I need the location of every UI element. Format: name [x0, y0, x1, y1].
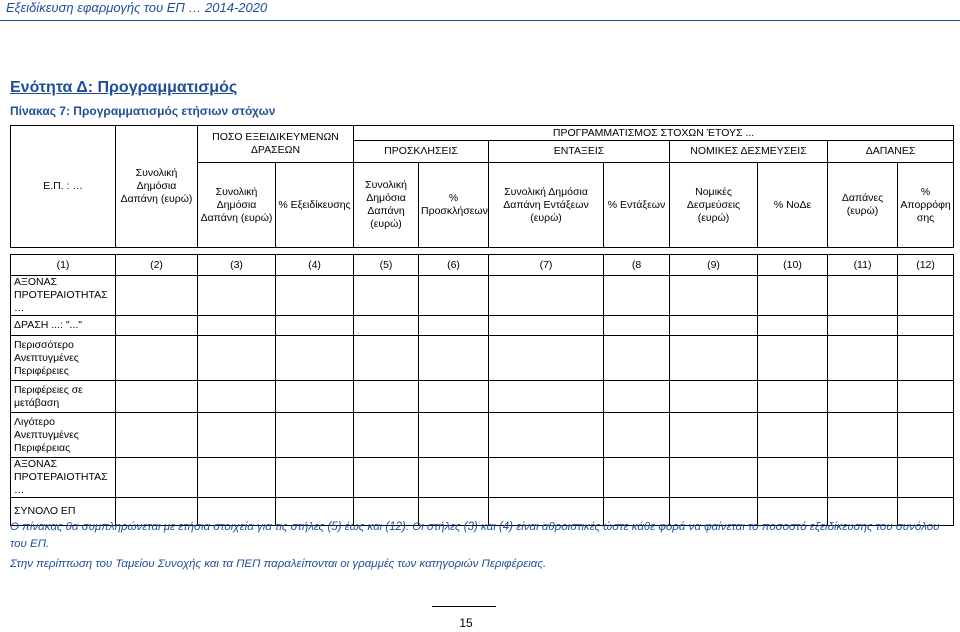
col-spec-total-header: Συνολική Δημόσια Δαπάνη (ευρώ)	[198, 163, 276, 248]
table-row	[11, 316, 954, 336]
col-number: (8	[604, 255, 670, 276]
sub-commitments-header: ΝΟΜΙΚΕΣ ΔΕΣΜΕΥΣΕΙΣ	[670, 141, 828, 163]
col-number: (12)	[898, 255, 954, 276]
table-note-1: Ο πίνακας θα συμπληρώνεται με ετήσια στοιχεία για τις στήλες (5) έως και (12). Οι στήλες (3) και (4) είναι αθροιστικές ώστε κάθε φορά να φαίνεται το ποσοστό εξειδίκευσης του συνόλου του ΕΠ.	[10, 521, 940, 550]
col-total-public-header: Συνολική Δημόσια Δαπάνη (ευρώ)	[116, 126, 198, 248]
col-number: (9)	[670, 255, 758, 276]
col-spec-pct-header: % Εξειδίκευσης	[276, 163, 354, 248]
section-title: Ενότητα Δ: Προγραμματισμός	[10, 79, 238, 96]
page-number: 15	[459, 616, 473, 630]
group-programming-header: ΠΡΟΓΡΑΜΜΑΤΙΣΜΟΣ ΣΤΟΧΩΝ ΈΤΟΥΣ ...	[354, 126, 954, 141]
col-number: (6)	[419, 255, 489, 276]
col-exp-header: Δαπάνες (ευρώ)	[828, 163, 898, 248]
group-specialized-header: ΠΟΣΟ ΕΞΕΙΔΙΚΕΥΜΕΝΩΝ ΔΡΑΣΕΩΝ	[198, 126, 354, 163]
table-title: Πίνακας 7: Προγραμματισμός ετήσιων στόχων	[10, 104, 276, 118]
col-number: (3)	[198, 255, 276, 276]
table-row	[11, 458, 954, 498]
row-label-action: ΔΡΑΣΗ ...: "..."	[11, 316, 116, 336]
table-row	[11, 276, 954, 316]
col-legal-pct-header: % ΝοΔε	[758, 163, 828, 248]
table-row	[11, 336, 954, 381]
col-exp-pct-header: % Απορρόφη σης	[898, 163, 954, 248]
sub-inclusions-header: ΕΝΤΑΞΕΙΣ	[489, 141, 670, 163]
col-incl-total-header: Συνολική Δημόσια Δαπάνη Εντάξεων (ευρώ)	[489, 163, 604, 248]
col-number: (2)	[116, 255, 198, 276]
col-number: (4)	[276, 255, 354, 276]
ep-label-cell: Ε.Π. : …	[11, 126, 116, 248]
row-label-total: ΣΥΝΟΛΟ ΕΠ	[11, 498, 116, 526]
targets-table	[10, 125, 954, 526]
row-label-transition: Περιφέρειες σε μετάβαση	[11, 381, 116, 413]
col-number: (7)	[489, 255, 604, 276]
col-number: (1)	[11, 255, 116, 276]
running-header: Εξειδίκευση εφαρμογής του ΕΠ … 2014-2020	[6, 0, 268, 15]
column-number-row	[11, 255, 954, 276]
table-row	[11, 413, 954, 458]
col-incl-pct-header: % Εντάξεων	[604, 163, 670, 248]
row-label-less-developed: Λιγότερο Ανεπτυγμένες Περιφέρειας	[11, 413, 116, 458]
col-calls-pct-header: % Προσκλήσεων	[419, 163, 489, 248]
row-label-axis2: ΑΞΟΝΑΣ ΠΡΟΤΕΡΑΙΟΤΗΤΑΣ …	[11, 458, 116, 498]
sub-calls-header: ΠΡΟΣΚΛΗΣΕΙΣ	[354, 141, 489, 163]
table-note-2: Στην περίπτωση του Ταμείου Συνοχής και τα ΠΕΠ παραλείπονται οι γραμμές των κατηγοριών Περιφέρειας.	[10, 558, 547, 570]
col-calls-total-header: Συνολική Δημόσια Δαπάνη (ευρώ)	[354, 163, 419, 248]
header-gap	[11, 248, 954, 255]
col-number: (5)	[354, 255, 419, 276]
sub-expenses-header: ΔΑΠΑΝΕΣ	[828, 141, 954, 163]
table-row	[11, 381, 954, 413]
row-label-more-developed: Περισσότερο Ανεπτυγμένες Περιφέρειες	[11, 336, 116, 381]
col-legal-header: Νομικές Δεσμεύσεις (ευρώ)	[670, 163, 758, 248]
row-label-axis1: ΑΞΟΝΑΣ ΠΡΟΤΕΡΑΙΟΤΗΤΑΣ …	[11, 276, 116, 316]
col-number: (10)	[758, 255, 828, 276]
col-number: (11)	[828, 255, 898, 276]
header-rule	[0, 20, 960, 21]
